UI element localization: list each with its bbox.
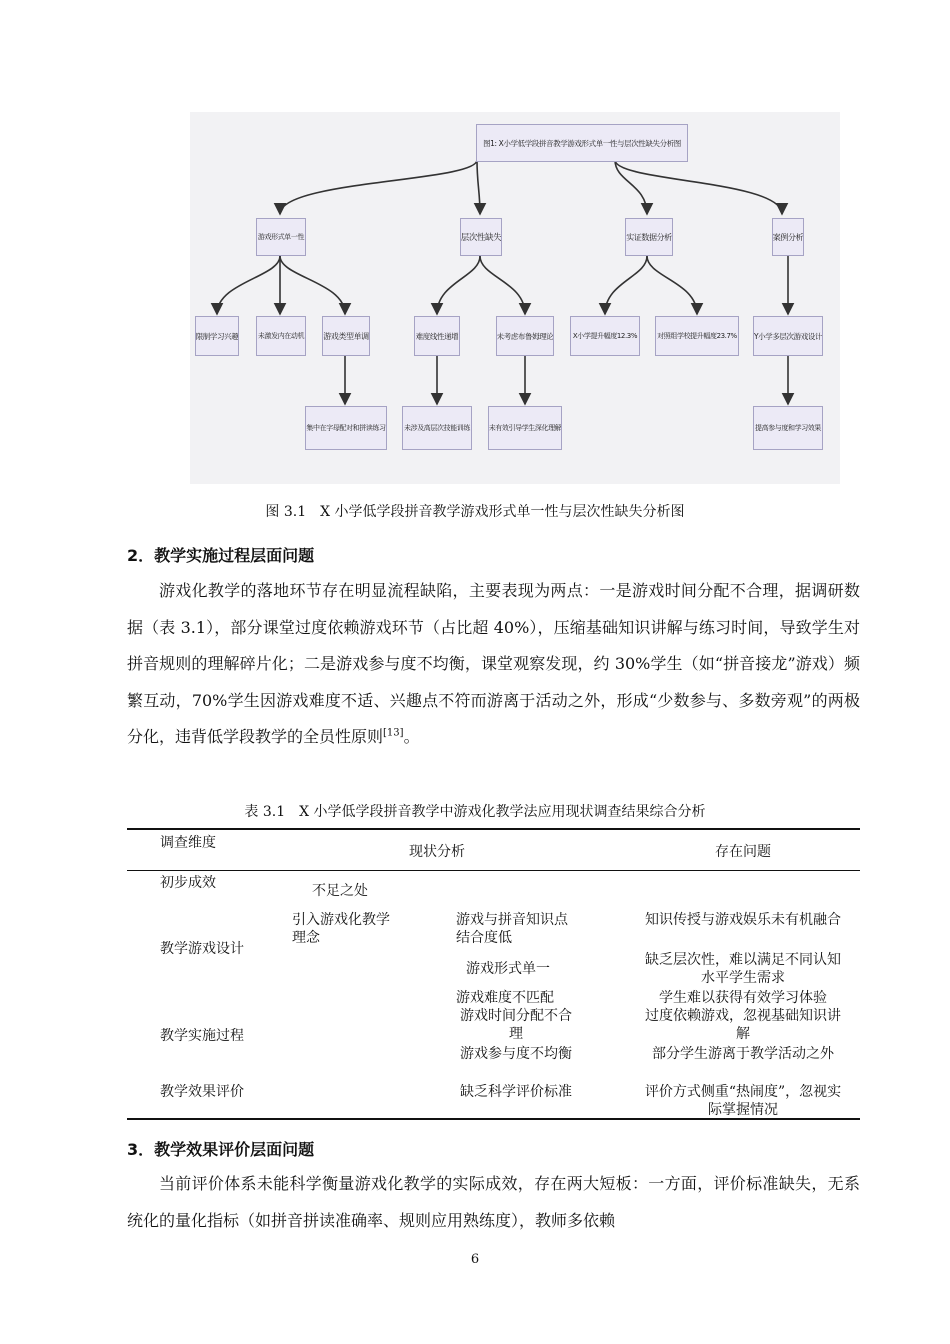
td-r1-status: 不足之处	[312, 883, 368, 899]
td-r2-problem-2: 缺乏层次性，难以满足不同认知水平学生需求	[645, 952, 841, 986]
edge-root-b2	[477, 160, 480, 214]
th-dimension: 调查维度	[160, 835, 216, 851]
analysis-tree-diagram	[190, 112, 840, 484]
table-caption: 表 3.1 X 小学低学段拼音教学中游戏化教学法应用现状调查结果综合分析	[244, 804, 706, 820]
edge-root-b3	[615, 160, 647, 214]
citation-13: [13]	[383, 727, 404, 739]
node-b1-child-2: 未激发内在动机	[256, 316, 306, 356]
node-branch-4: 案例分析	[772, 218, 804, 256]
edge-b3-c2	[647, 256, 697, 314]
s2-line-5: 兴趣点不符而游离于活动之外，形成“少数参与、多数旁观”的两极分化，违背低学段	[127, 690, 860, 746]
td-r4-dimension: 教学效果评价	[160, 1084, 244, 1100]
node-b1-child-1: 限制学习兴趣	[195, 316, 239, 356]
section-2-heading: 2．教学实施过程层面问题	[127, 546, 315, 565]
node-b4-grandchild: 提高参与度和学习效果	[753, 406, 823, 450]
edge-b1-c1	[217, 256, 280, 314]
td-r4-problem: 评价方式侧重“热闹度”，忽视实际掌握情况	[644, 1084, 842, 1118]
section-3-paragraph	[127, 1166, 860, 1239]
td-r1-dimension: 初步成效	[160, 875, 216, 891]
edge-b2-c1	[437, 256, 480, 314]
th-problem: 存在问题	[715, 844, 771, 860]
edge-root-b1	[280, 160, 477, 214]
td-r2-dimension: 教学游戏设计	[160, 941, 244, 957]
td-r2-status-b1: 游戏与拼音知识点结合度低	[456, 912, 568, 946]
td-r2-status-b3: 游戏难度不匹配	[456, 990, 554, 1006]
edge-b2-c2	[480, 256, 525, 314]
node-b2-child-1: 难度线性递增	[414, 316, 460, 356]
edge-b1-c3	[280, 256, 345, 314]
s2-line-1: 游戏化教学的落地环节存在明显流程缺陷，主要表现为两点：一是游戏时间分配不	[159, 581, 747, 600]
table-header-rule	[127, 870, 860, 871]
node-b2-grandchild-2: 未有效引导学生深化理解	[488, 406, 562, 450]
td-r3-problem-1: 过度依赖游戏，忽视基础知识讲解	[645, 1008, 841, 1042]
edge-b3-c1	[605, 256, 647, 314]
s2-line-2: 合理，据调研数据（表 3.1），部分课堂过度依赖游戏环节（占比超 40%），压缩基础	[127, 581, 860, 637]
td-r3-dimension: 教学实施过程	[160, 1028, 244, 1044]
page-number: 6	[470, 1252, 480, 1267]
node-branch-1: 游戏形式单一性	[256, 218, 306, 256]
section-2-paragraph	[127, 573, 860, 756]
node-b1-child-3: 游戏类型单调	[322, 316, 370, 356]
node-branch-3: 实证数据分析	[625, 218, 673, 256]
node-b3-child-2: 对照组学校提升幅度23.7%	[655, 316, 739, 356]
s2-line-4: 堂观察发现，约 30%学生（如“拼音接龙”游戏）频繁互动，70%学生因游戏难度不适、	[127, 654, 860, 710]
node-b1-grandchild: 集中在字母配对和拼读练习	[305, 406, 387, 450]
td-r2-problem-3: 学生难以获得有效学习体验	[659, 990, 827, 1006]
td-r3-status-2: 游戏参与度不均衡	[460, 1046, 572, 1062]
td-r2-status-a: 引入游戏化教学理念	[292, 912, 390, 946]
s2-end: 。	[403, 727, 420, 746]
node-branch-2: 层次性缺失	[460, 218, 502, 256]
s2-line-3: 知识讲解与练习时间，导致学生对拼音规则的理解碎片化；二是游戏参与度不均衡，课	[127, 617, 860, 673]
section-3-heading: 3．教学效果评价层面问题	[127, 1140, 315, 1159]
node-b2-child-2: 未考虑布鲁姆理论	[496, 316, 554, 356]
figure-caption: 图 3.1 X 小学低学段拼音教学游戏形式单一性与层次性缺失分析图	[265, 504, 685, 520]
th-status: 现状分析	[409, 844, 465, 860]
diagram-root-node: 图1: X小学低学段拼音教学游戏形式单一性与层次性缺失分析图	[476, 124, 688, 162]
node-b4-child-1: Y小学多层次游戏设计	[753, 316, 823, 356]
td-r2-problem-1: 知识传授与游戏娱乐未有机融合	[645, 912, 841, 928]
node-b3-child-1: X小学提升幅度12.3%	[570, 316, 640, 356]
s2-line-6: 教学的全员性原则	[255, 727, 384, 746]
s3-line-1: 当前评价体系未能科学衡量游戏化教学的实际成效，存在两大短板：一方面，评价	[159, 1174, 747, 1193]
table-top-rule	[127, 828, 860, 830]
td-r4-status: 缺乏科学评价标准	[460, 1084, 572, 1100]
edge-root-b4	[615, 160, 782, 214]
td-r3-problem-2: 部分学生游离于教学活动之外	[652, 1046, 834, 1062]
td-r3-status-1: 游戏时间分配不合理	[460, 1008, 572, 1042]
td-r2-status-b2: 游戏形式单一	[466, 961, 550, 977]
node-b2-grandchild-1: 未涉及高层次技能训练	[402, 406, 472, 450]
s3-line-2: 标准缺失，无系统化的量化指标（如拼音拼读准确率、规则应用熟练度），教师多依赖	[127, 1174, 860, 1230]
